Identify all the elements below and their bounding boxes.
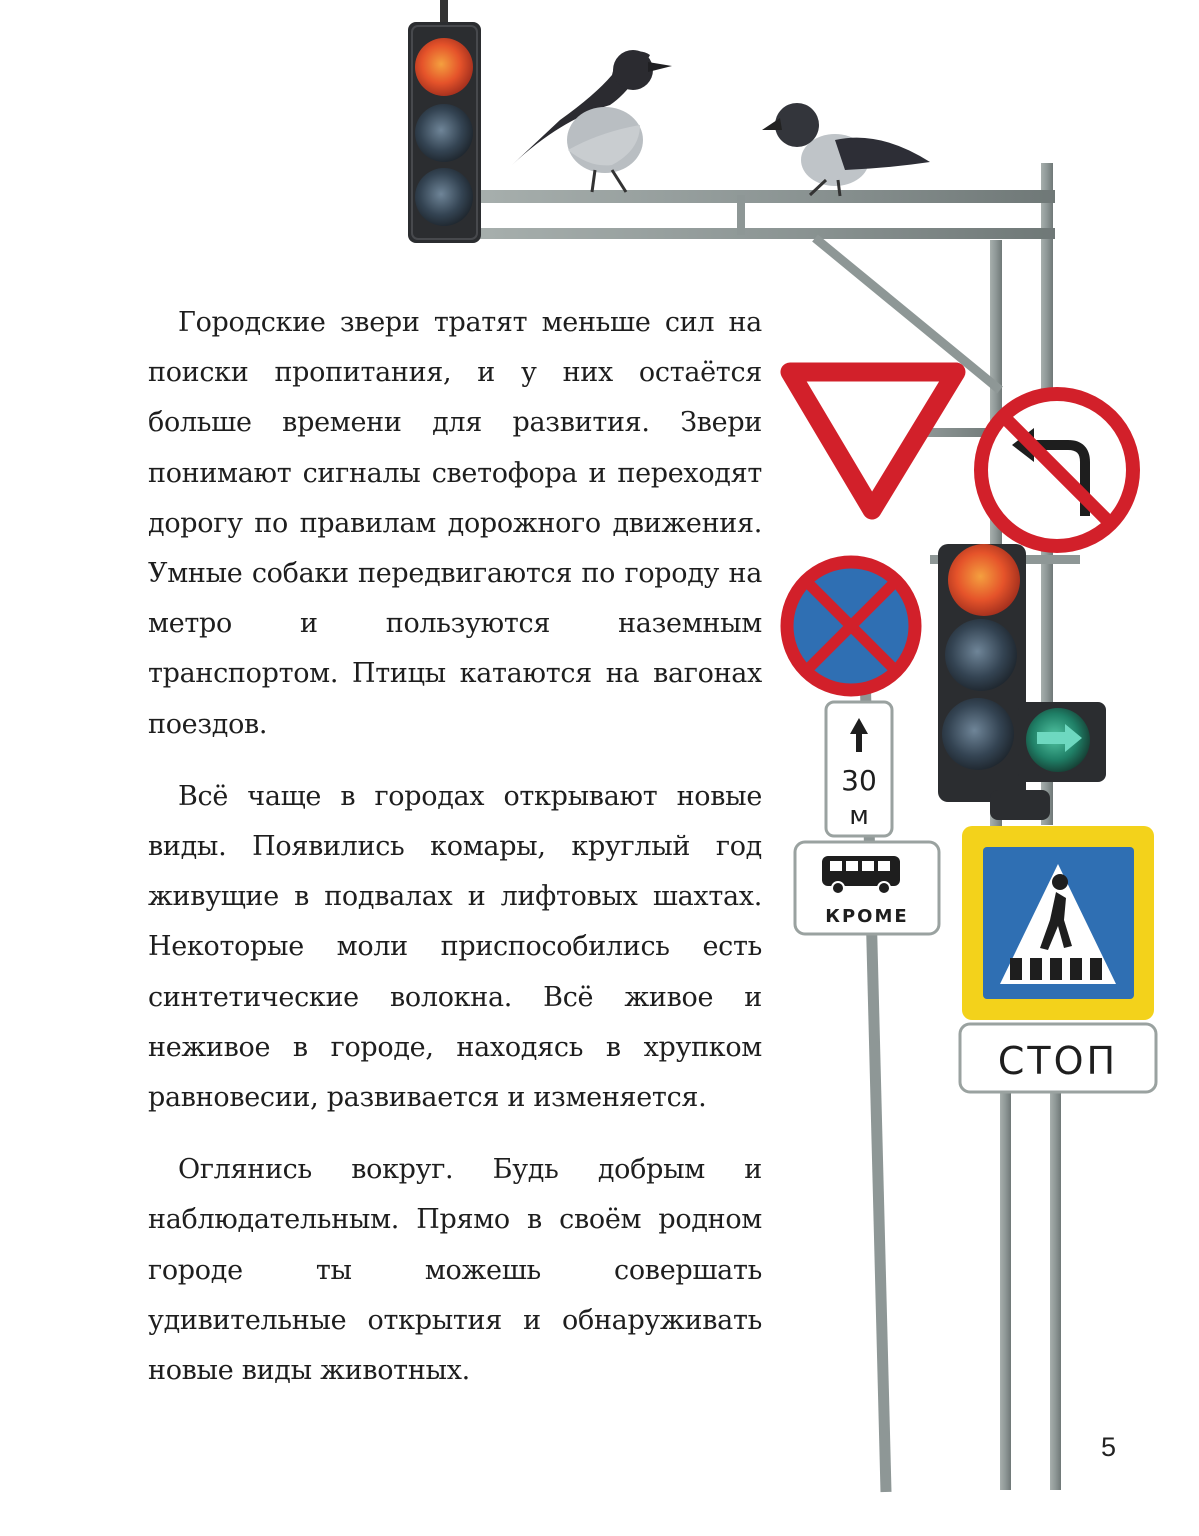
page-number: 5 <box>1101 1432 1117 1462</box>
crow-left-illustration <box>512 50 672 192</box>
crow-right-illustration <box>762 103 930 196</box>
paragraph: Оглянись вокруг. Будь добрым и наблюдательным. Прямо в своём родном городе ты можешь совершать удивительные открытия и обнаруживать новые виды животных. <box>148 1154 762 1387</box>
yield-sign <box>790 372 956 510</box>
paragraph: Всё чаще в городах открывают новые виды. Появились комары, круглый год живущие в подвалах и лифтовых шахтах. Некоторые моли приспособились есть синтетические волокна. Всё живое и неживое в городе, находясь в хрупком равновесии, развивается и изменяется. <box>148 780 762 1114</box>
no-stopping-sign <box>787 562 915 690</box>
stop-plate <box>960 1024 1156 1092</box>
except-bus-plate <box>795 842 939 934</box>
lower-traffic-light <box>938 544 1106 820</box>
top-traffic-light <box>408 22 481 243</box>
paragraph: Городские звери тратят меньше сил на поиски пропитания, и у них остаётся больше времени для развития. Звери понимают сигналы светофора и переходят дорогу по правилам дорожного движения. Умные собаки передвигаются по городу на метро и пользуются наземным транспортом. Птицы катаются на вагонах поездов. <box>148 307 762 740</box>
pedestrian-crossing-sign <box>962 826 1154 1020</box>
except-label: КРОМЕ <box>825 906 909 927</box>
distance-unit: м <box>849 801 869 831</box>
stop-label: СТОП <box>997 1039 1119 1083</box>
distance-plate <box>826 702 892 836</box>
no-left-turn-sign <box>981 394 1133 546</box>
distance-value: 30 <box>841 764 877 797</box>
